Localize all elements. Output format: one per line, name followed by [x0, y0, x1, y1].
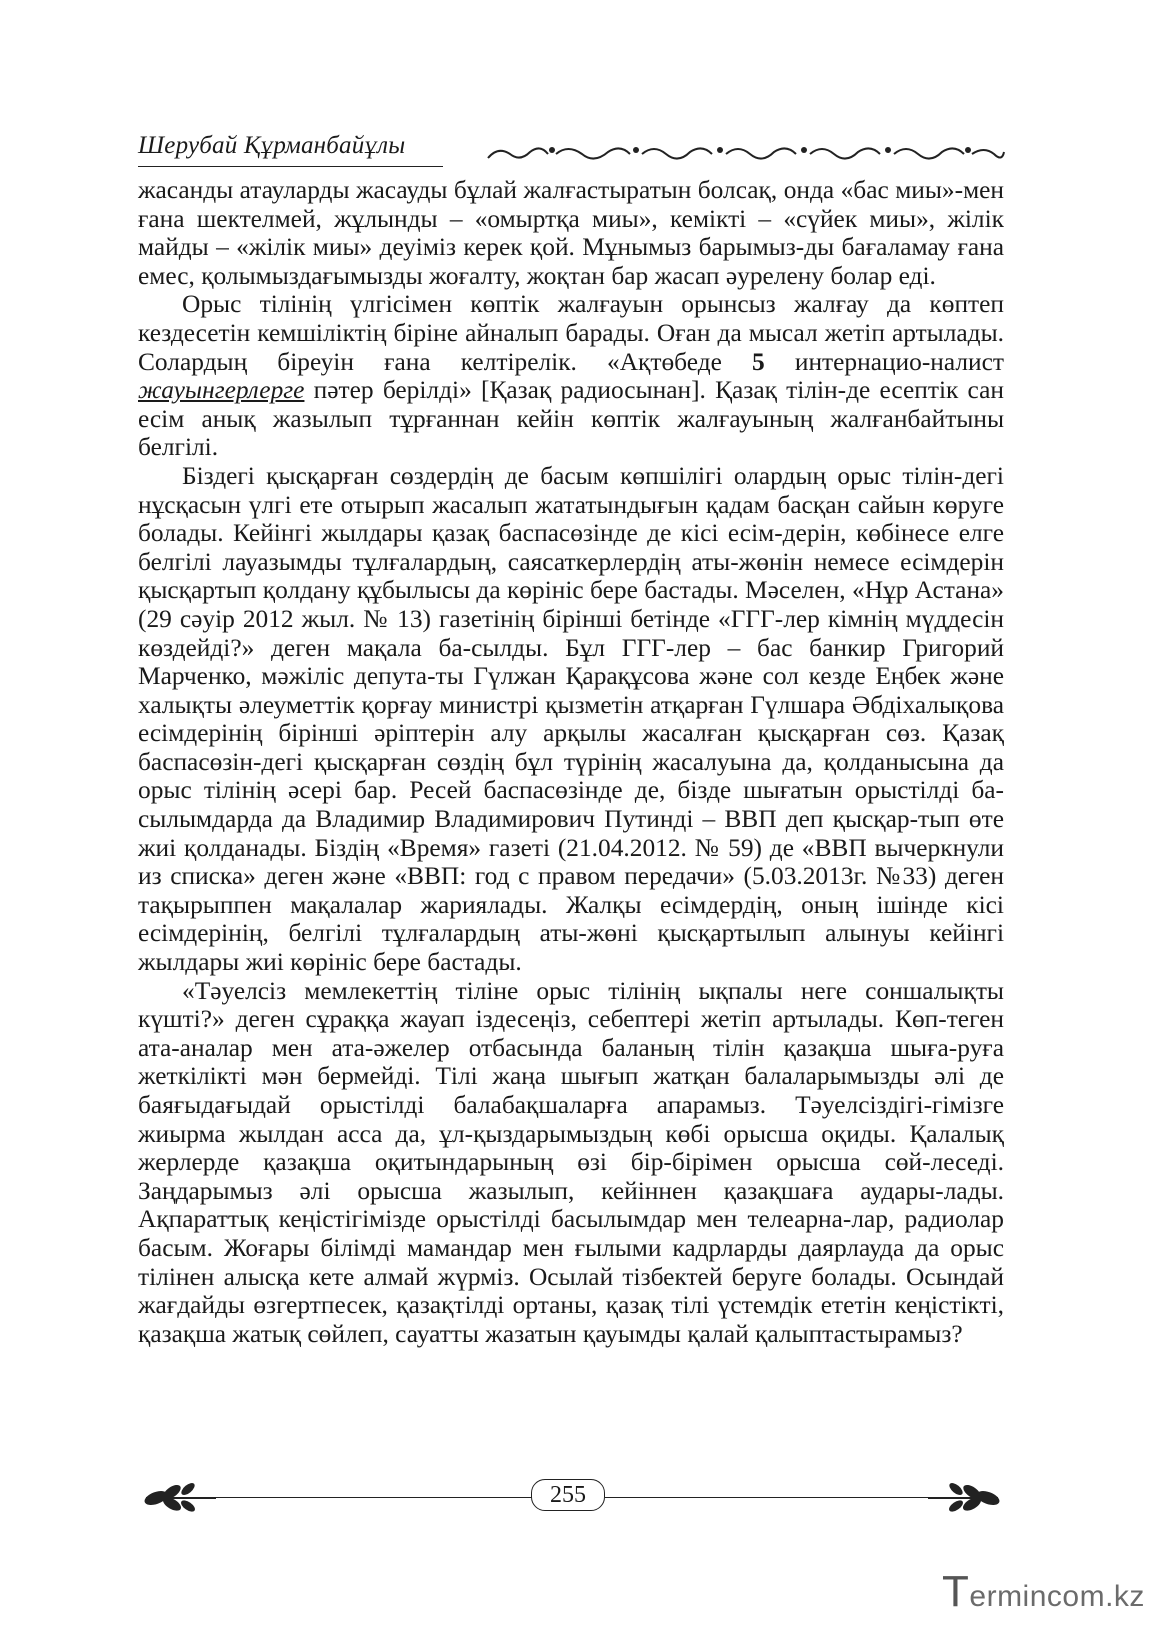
- site-watermark: Termincom.kz: [942, 1567, 1145, 1616]
- right-leaf-ornament: [926, 1478, 1006, 1518]
- paragraph-3: Біздегі қысқарған сөздердің де басым көпшілігі олардың орыс тілін-дегі нұсқасын үлгі ете отырып жасалып жататындығын қадам басқан сайын көруге болады. Кейінгі жылдары қазақ баспасөзінде де кісі есім-дерін, көбінесе елге белгілі лауазымды тұлғалардың, саясаткерлердің аты-жөнін немесе есімдерін қысқартып қолдану құбылысы да көрініс бере бастады. Мәселен, «Нұр Астана» (29 сәуір 2012 жыл. № 13) газетінің бірінші бетінде «ГГГ-лер кімнің мүддесін көздейді?» деген мақала ба-сылды. Бұл ГГГ-лер – бас банкир Григорий Марченко, мәжіліс депута-ты Гүлжан Қарақұсова және сол кезде Еңбек және халықты әлеуметтік қорғау министрі қызметін атқарған Гүлшара Әбдіхалықова есімдерінің бірінші әріптерін алу арқылы жасалған қысқарған сөз. Қазақ баспасөзін-дегі қысқарған сөздің бұл түрінің жасалуына да, қолданысына да орыс тілінің әсері бар. Ресей баспасөзінде де, бізде шығатын орыстілді ба-сылымдарда да Владимир Владимирович Путинді – ВВП деп қысқар-тып өте жиі қолданады. Біздің «Время» газеті (21.04.2012. № 59) де «ВВП вычеркнули из списка» деген және «ВВП: год с правом передачи» (5.03.2013г. №33) деген тақырыппен мақалалар жариялады. Жалқы есімдердің, оның ішінде кісі есімдерінің, белгілі тұлғалардың аты-жөні қысқартылып алынуы кейінгі жылдары жиі көрініс бере бастады.: [138, 461, 1004, 977]
- emphasized-word: жауынгерлерге: [138, 376, 305, 405]
- bold-number: 5: [752, 347, 765, 376]
- page-number: 255: [531, 1479, 605, 1511]
- header-author: Шерубай Құрманбайұлы: [138, 132, 406, 159]
- header-ornament: [486, 140, 1006, 168]
- body-text: [138, 176, 1004, 1348]
- left-leaf-ornament: [138, 1478, 218, 1518]
- running-header: [138, 126, 1006, 176]
- header-rule: [138, 166, 443, 167]
- page-footer: [138, 1476, 1006, 1516]
- paragraph-2: Орыс тілінің үлгісімен көптік жалғауын орынсыз жалғау да көптеп кездесетін кемшіліктің біріне айналып барады. Оған да мысал жетіп артылады. Солардың біреуін ғана келтірелік. «Ақтөбеде 5 интернацио-налист жауынгерлерге пәтер берілді» [Қазақ радиосынан]. Қазақ тілін-де есептік сан есім анық жазылып тұрғаннан кейін көптік жалғауының жалғанбайтыны белгілі.: [138, 290, 1004, 462]
- paragraph-4: «Тәуелсіз мемлекеттің тіліне орыс тілінің ықпалы неге соншалықты күшті?» деген сұраққа жауап іздесеңіз, себептері жетіп артылады. Көп-теген ата-аналар мен ата-әжелер отбасында баланың тілін қазақша шыға-руға жеткілікті мән бермейді. Тілі жаңа шығып жатқан балаларымызды әлі де баяғыдағыдай орыстілді балабақшаларға апарамыз. Тәуелсіздігі-гімізге жиырма жылдан асса да, ұл-қыздарымыздың көбі орысша оқиды. Қалалық жерлерде қазақша оқитындарының өзі бір-бірімен орысша сөй-леседі. Заңдарымыз әлі орысша жазылып, кейіннен қазақшаға аудары-лады. Ақпараттық кеңістігімізде орыстілді басылымдар мен телеарна-лар, радиолар басым. Жоғары білімді мамандар мен ғылыми кадрларды даярлауда да орыс тілінен алысқа кете алмай жүрміз. Осылай тізбектей беруге болады. Осындай жағдайды өзгертпесек, қазақтілді ортаны, қазақ тілі үстемдік ететін кеңістікті, қазақша жатық сөйлеп, сауатты жазатын қауымды қалай қалыптастырамыз?: [138, 976, 1004, 1348]
- paragraph-1: жасанды атауларды жасауды бұлай жалғастыратын болсақ, онда «бас миы»-мен ғана шектелмей, жұлынды – «омыртқа миы», кемікті – «сүйек миы», жілік майды – «жілік миы» деуіміз керек қой. Мұнымыз барымыз-ды бағаламау ғана емес, қолымыздағымызды жоғалту, жоқтан бар жасап әурелену болар еді.: [138, 176, 1004, 290]
- footer-line-left: [216, 1497, 532, 1498]
- footer-line-right: [605, 1497, 928, 1498]
